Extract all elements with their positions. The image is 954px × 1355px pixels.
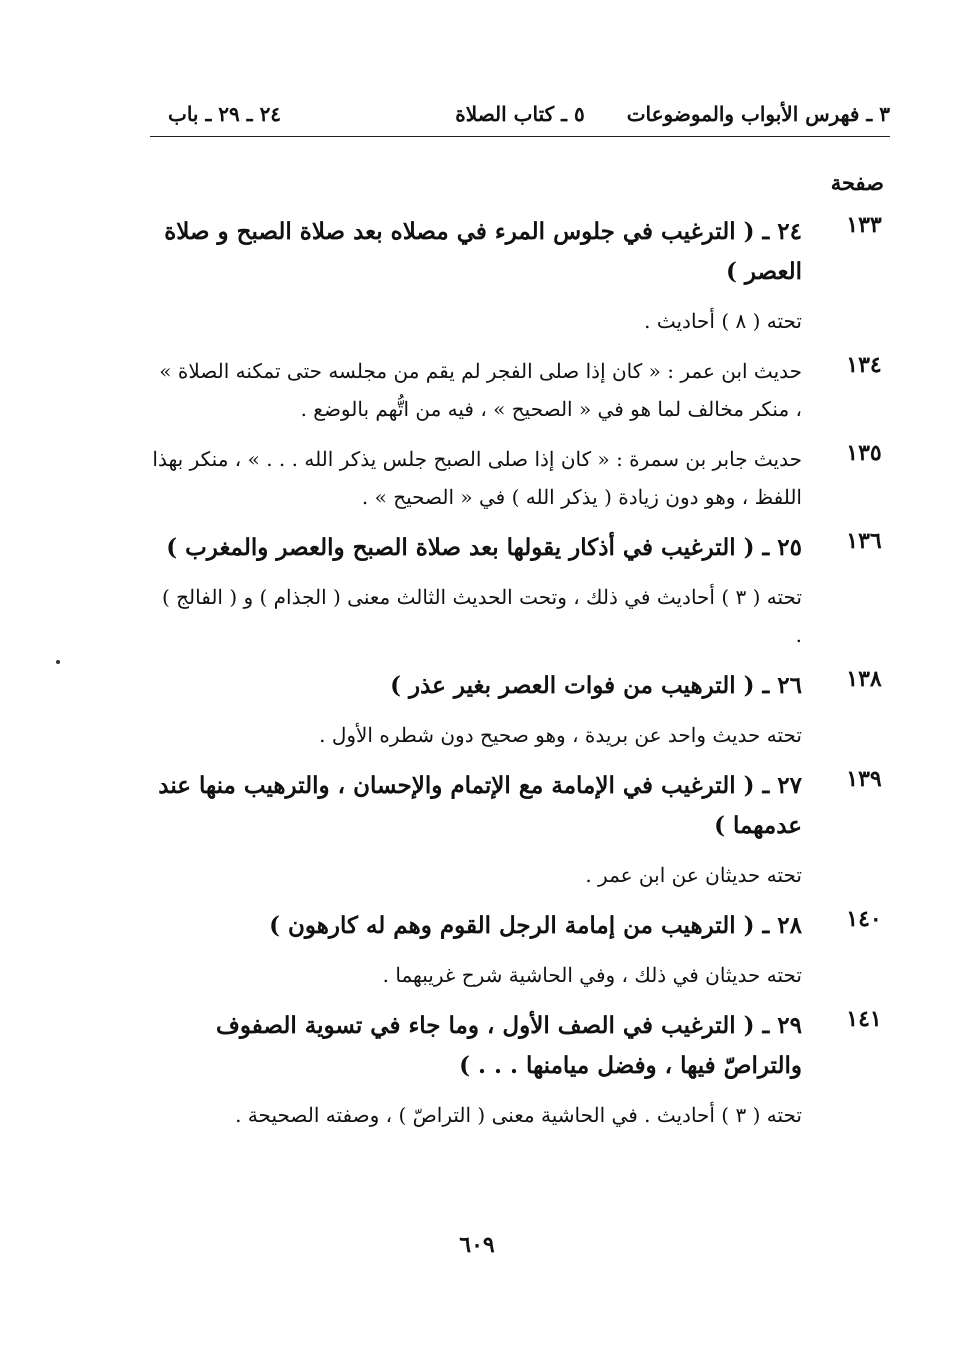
entry-body bbox=[150, 1006, 802, 1134]
header-book-title: ٥ ـ كتاب الصلاة bbox=[455, 102, 585, 126]
page-number: ٦٠٩ bbox=[459, 1232, 495, 1258]
entry-body bbox=[150, 906, 802, 994]
index-entry bbox=[150, 906, 890, 994]
chapter-heading: ٢٤ ـ ( الترغيب في جلوس المرء في مصلاه بعد صلاة الصبح و صلاة العصر ) bbox=[164, 218, 802, 285]
chapter-note: تحته ( ٣ ) أحاديث في ذلك ، وتحت الحديث الثالث معنى ( الجذام ) و ( الفالج ) . bbox=[161, 585, 802, 647]
index-entry bbox=[150, 440, 890, 516]
entry-page-number: ١٣٨ bbox=[846, 666, 882, 692]
entry-page-number: ١٤٠ bbox=[846, 906, 882, 932]
stray-dot bbox=[56, 660, 60, 664]
entry-page-number: ١٤١ bbox=[846, 1006, 882, 1032]
hadith-description: حديث ابن عمر : « كان إذا صلى الفجر لم يقم من مجلسه حتى تمكنه الصلاة » ، منكر مخالف لما هو في « الصحيح » ، فيه من اتُّهم بالوضع . bbox=[159, 359, 802, 421]
chapter-heading: ٢٧ ـ ( الترغيب في الإمامة مع الإتمام والإحسان ، والترهيب منها عند عدمهما ) bbox=[158, 772, 802, 839]
entry-body bbox=[150, 352, 802, 428]
running-header bbox=[150, 96, 890, 137]
entry-body bbox=[150, 766, 802, 894]
entry-page-number: ١٣٦ bbox=[846, 528, 882, 554]
index-entry bbox=[150, 352, 890, 428]
chapter-note: تحته ( ٨ ) أحاديث . bbox=[644, 309, 802, 333]
chapter-note: تحته حديثان عن ابن عمر . bbox=[585, 863, 802, 887]
entry-page-number: ١٣٥ bbox=[846, 440, 882, 466]
entry-body bbox=[150, 440, 802, 516]
chapter-note: تحته ( ٣ ) أحاديث . في الحاشية معنى ( التراصّ ) ، وصفته الصحيحة . bbox=[235, 1103, 802, 1127]
index-entry bbox=[150, 528, 890, 654]
header-chapter-range: ٢٤ ـ ٢٩ ـ باب bbox=[168, 102, 282, 126]
index-entries bbox=[150, 212, 890, 1146]
entry-page-number: ١٣٣ bbox=[846, 212, 882, 238]
index-entry bbox=[150, 1006, 890, 1134]
index-entry bbox=[150, 666, 890, 754]
entry-body bbox=[150, 528, 802, 654]
index-entry bbox=[150, 766, 890, 894]
entry-page-number: ١٣٤ bbox=[846, 352, 882, 378]
chapter-heading: ٢٥ ـ ( الترغيب في أذكار يقولها بعد صلاة الصبح والعصر والمغرب ) bbox=[166, 534, 802, 561]
header-index-title: ٣ ـ فهرس الأبواب والموضوعات bbox=[626, 102, 890, 126]
chapter-heading: ٢٦ ـ ( الترهيب من فوات العصر بغير عذر ) bbox=[390, 672, 802, 699]
chapter-note: تحته حديثان في ذلك ، وفي الحاشية شرح غريبهما . bbox=[382, 963, 802, 987]
hadith-description: حديث جابر بن سمرة : « كان إذا صلى الصبح جلس يذكر الله . . . » ، منكر بهذا اللفظ ، وهو دون زيادة ( يذكر الله ) في « الصحيح » . bbox=[152, 447, 802, 509]
index-entry bbox=[150, 212, 890, 340]
entry-body bbox=[150, 212, 802, 340]
chapter-note: تحته حديث واحد عن بريدة ، وهو صحيح دون شطره الأول . bbox=[319, 723, 802, 747]
entry-page-number: ١٣٩ bbox=[846, 766, 882, 792]
chapter-heading: ٢٨ ـ ( الترهيب من إمامة الرجل القوم وهم له كارهون ) bbox=[269, 912, 802, 939]
entry-body bbox=[150, 666, 802, 754]
chapter-heading: ٢٩ ـ ( الترغيب في الصف الأول ، وما جاء في تسوية الصفوف والتراصّ فيها ، وفضل ميامنها . . . ) bbox=[216, 1012, 802, 1079]
page-column-label: صفحة bbox=[830, 170, 884, 195]
